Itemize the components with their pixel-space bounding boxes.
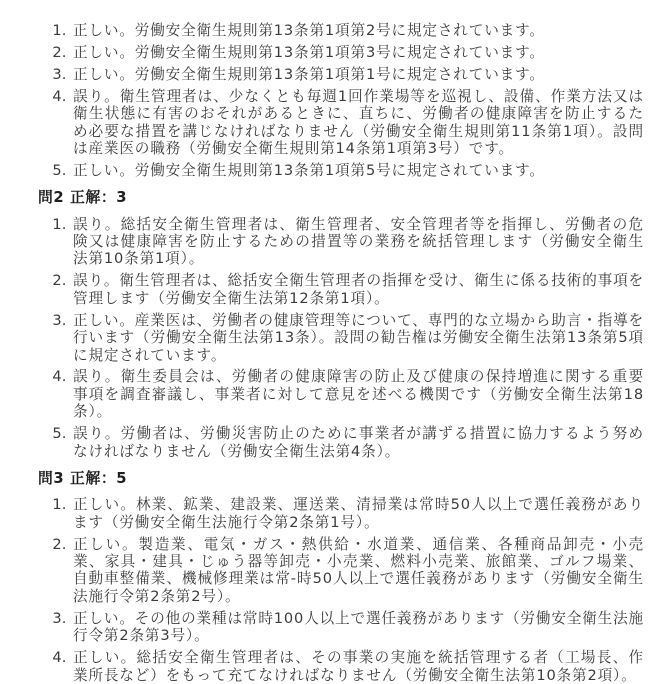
answer-item: 5. 正しい。労働安全衛生規則第13条第1項第5号に規定されています。 [71,162,644,179]
answer-item: 3. 正しい。その他の業種は常時100人以上で選任義務があります（労働安全衛生法施行令第2条第3号）。 [71,610,644,645]
question-heading-q3: 問3 正解：5 [38,469,128,487]
answer-item: 2. 正しい。労働安全衛生規則第13条第1項第3号に規定されています。 [71,44,644,61]
answer-item: 1. 正しい。労働安全衛生規則第13条第1項第2号に規定されています。 [71,22,644,39]
answer-item: 4. 誤り。衛生管理者は、少なくとも毎週1回作業場等を巡視し、設備、作業方法又は衛生状態に有害のおそれがあるときに、直ちに、労働者の健康障害を防止するため必要な措置を講じなければなりません（労働安全衛生規則第11条第1項）。設問は産業医の職務（労働安全衛生規則第14条第1項第3号）です。 [71,88,644,158]
answer-item: 2. 正しい。製造業、電気・ガス・熱供給・水道業、通信業、各種商品卸売・小売業、家具・建具・じゅう器等卸売・小売業、燃料小売業、旅館業、ゴルフ場業、自動車整備業、機械修理業は常-時50人以上で選任義務があります（労働安全衛生法施行令第2条第2号）。 [71,536,644,606]
answer-item: 4. 誤り。衛生委員会は、労働者の健康障害の防止及び健康の保持増進に関する重要事項を調査審議し、事業者に対して意見を述べる機関です（労働安全衛生法第18条）。 [71,368,644,420]
question-heading-q2: 問2 正解：3 [38,189,128,207]
answer-item: 5. 誤り。労働者は、労働災害防止のために事業者が講ずる措置に協力するよう努めなければなりません（労働安全衛生法第4条）。 [71,425,644,460]
answer-item: 4. 正しい。総括安全衛生管理者は、その事業の実施を統括管理する者（工場長、作業所長など）をもって充てなければなりません（労働安全衛生法第10条第2項）。 [71,649,644,684]
answer-item: 1. 正しい。林業、鉱業、建設業、運送業、清掃業は常時50人以上で選任義務があります（労働安全衛生法施行令第2条第1号）。 [71,496,644,531]
answer-item: 3. 正しい。産業医は、労働者の健康管理等について、専門的な立場から助言・指導を行います（労働安全衛生法第13条）。設問の勧告権は労働安全衛生法第13条第5項に規定されています。 [71,312,644,364]
answer-list-question1 [38,22,644,179]
answer-list-question2 [38,216,644,460]
answer-item: 2. 誤り。衛生管理者は、総括安全衛生管理者の指揮を受け、衛生に係る技術的事項を管理します（労働安全衛生法第12条第1項）。 [71,272,644,307]
answer-list-question3 [38,496,644,684]
answer-item: 3. 正しい。労働安全衛生規則第13条第1項第1号に規定されています。 [71,66,644,83]
answer-item: 1. 誤り。総括安全衛生管理者は、衛生管理者、安全管理者等を指揮し、労働者の危険又は健康障害を防止するための措置等の業務を統括管理します（労働安全衛生法第10条第1項）。 [71,216,644,268]
